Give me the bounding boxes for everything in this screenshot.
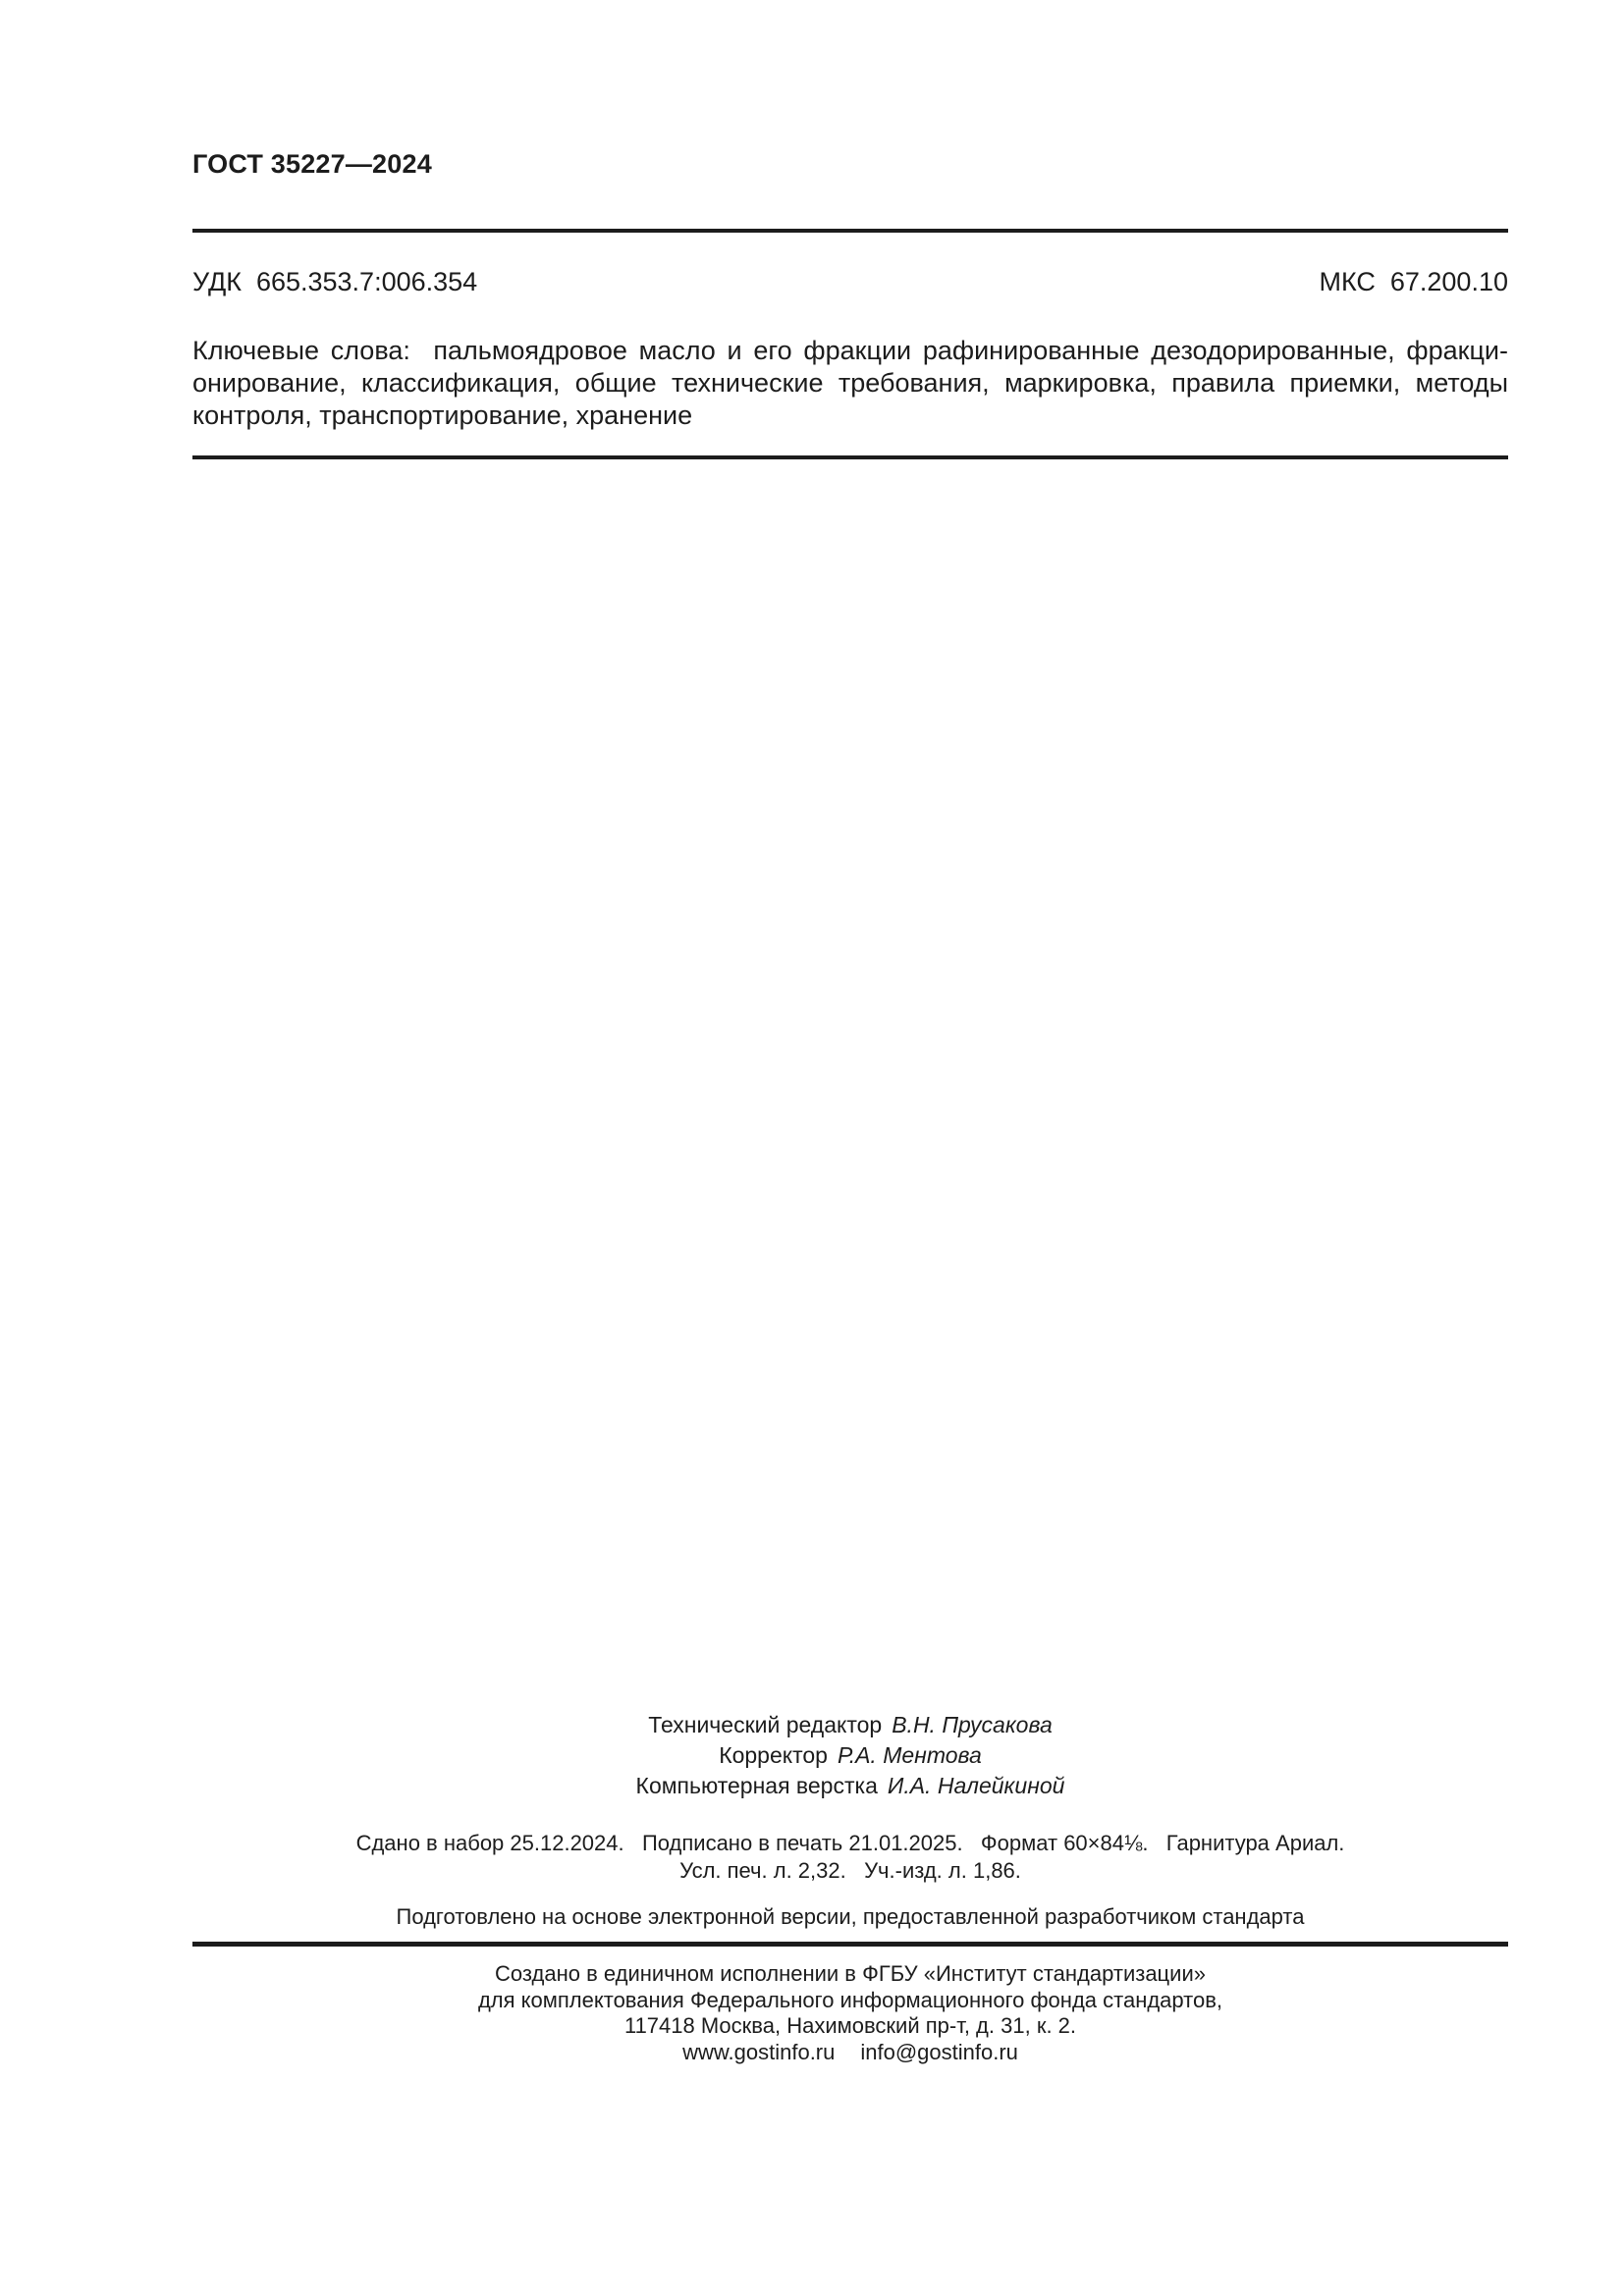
credit-person: Р.А. Ментова <box>837 1742 982 1768</box>
publisher-address: 117418 Москва, Нахимовский пр-т, д. 31, к. 2. <box>623 2013 1077 2038</box>
publisher-line: Создано в единичном исполнении в ФГБУ «Институт стандартизации» <box>495 1961 1206 1986</box>
publisher-contacts <box>192 2040 1508 2066</box>
publisher-line: для комплектования Федерального информационного фонда стандартов, <box>477 1987 1223 2012</box>
publisher-email: info@gostinfo.ru <box>860 2039 1018 2064</box>
mks-code: МКС 67.200.10 <box>1319 267 1508 296</box>
credit-person: В.Н. Прусакова <box>892 1712 1053 1737</box>
imprint-line: Сдано в набор 25.12.2024. Подписано в печать 21.01.2025. Формат 60×84⅛. Гарнитура Ариал. <box>355 1831 1345 1855</box>
credit-person: И.А. Налейкиной <box>887 1773 1065 1798</box>
keywords-line: онирование, классификация, общие технические требования, маркировка, правила приемки, методы <box>192 368 1508 398</box>
publisher-website: www.gostinfo.ru <box>682 2039 836 2064</box>
udk-code: УДК 665.353.7:006.354 <box>192 267 478 296</box>
credit-line <box>192 1771 1508 1801</box>
production-credits <box>192 1710 1508 1801</box>
keywords-divider <box>192 455 1508 459</box>
credit-role: Корректор <box>719 1742 828 1768</box>
keywords-paragraph <box>192 335 1508 432</box>
keywords-line: Ключевые слова: пальмоядровое масло и его фракции рафинированные дезодорированные, фракци- <box>192 336 1508 365</box>
credit-role: Компьютерная верстка <box>635 1773 878 1798</box>
keywords-line: контроля, транспортирование, хранение <box>192 400 693 430</box>
imprint-line: Усл. печ. л. 2,32. Уч.-изд. л. 1,86. <box>679 1858 1021 1883</box>
footer-divider <box>192 1942 1508 1947</box>
prepared-note: Подготовлено на основе электронной версии, предоставленной разработчиком стандарта <box>396 1904 1305 1929</box>
header-divider <box>192 229 1508 233</box>
classification-row <box>192 267 1508 297</box>
credit-line <box>192 1710 1508 1740</box>
publisher-block <box>192 1961 1508 2065</box>
imprint-block <box>192 1830 1508 1885</box>
page-header-standard-number: ГОСТ 35227—2024 <box>192 149 432 179</box>
credit-line <box>192 1740 1508 1771</box>
credit-role: Технический редактор <box>648 1712 883 1737</box>
